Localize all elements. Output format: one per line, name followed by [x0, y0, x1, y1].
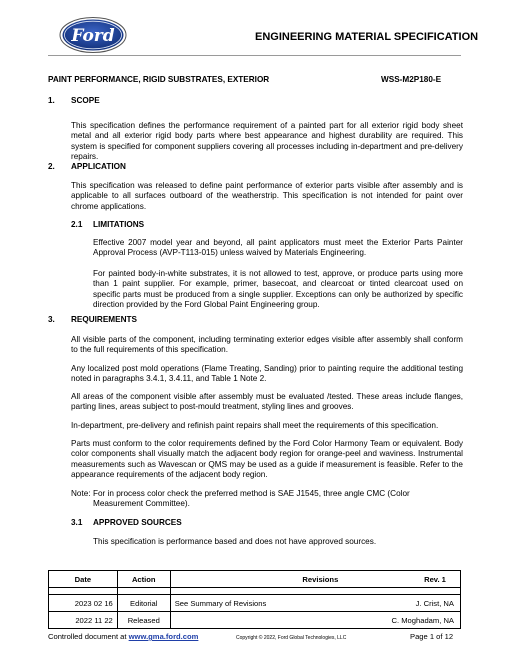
scope-text: This specification defines the performance requirement of a painted part for all exterior rigid body sheet metal and all exterior rigid body parts where best appearance and highest durability are required. This system is specified for component suppliers covering all processes including in-department and pre-delivery repairs.: [71, 121, 463, 162]
row-revision: See Summary of Revisions: [174, 598, 267, 608]
note-label: Note:: [71, 489, 91, 498]
column-header-revisions-cell: [170, 571, 460, 588]
column-header-date: Date: [49, 571, 118, 588]
limitations-paragraph-2: For painted body-in-white substrates, it is not allowed to test, approve, or produce parts using more than 1 paint supplier. For example, primer, basecoat, and clearcoat or tinted clearcoat used on specific parts must be produced from a single supplier. Exceptions can only be authorized by specific direction provided by the Ford Global Paint Engineering group.: [93, 269, 463, 310]
column-header-revisions: Revisions: [302, 574, 339, 584]
section-heading-requirements: REQUIREMENTS: [71, 315, 137, 324]
section-heading-scope: SCOPE: [71, 96, 100, 105]
section-number: 3.: [48, 315, 55, 324]
row-author: C. Moghadam, NA: [391, 615, 454, 625]
footer-controlled: [48, 632, 198, 641]
section-number: 1.: [48, 96, 55, 105]
document-title: PAINT PERFORMANCE, RIGID SUBSTRATES, EXTERIOR: [48, 75, 270, 84]
header-title: ENGINEERING MATERIAL SPECIFICATION: [255, 31, 479, 43]
requirements-paragraph-5: Parts must conform to the color requirements defined by the Ford Color Harmony Team or equivalent. Body color components shall visually match the adjacent body region for orange-peel and waviness. Instrumental measurements such as Wavescan or QMS may be used as a guide if measurement is feasible. Refer to the appearance requirements of the adjacent body region.: [71, 439, 463, 480]
row-date: 2022 11 22: [49, 612, 118, 629]
section-heading-application: APPLICATION: [71, 162, 126, 171]
approved-sources-text: This specification is performance based and does not have approved sources.: [93, 537, 377, 546]
subsection-heading-limitations: LIMITATIONS: [93, 220, 145, 229]
header-divider: [48, 55, 461, 56]
table-row: [49, 595, 461, 612]
row-author: J. Crist, NA: [415, 598, 454, 608]
requirements-paragraph-1: All visible parts of the component, including terminating exterior edges visible after assembly shall conform to the full requirements of this specification.: [71, 335, 463, 355]
table-row: [49, 612, 461, 629]
logo-text: Ford: [71, 26, 115, 46]
note-text: For in process color check the preferred method is SAE J1545, three angle CMC (Color Measurement Committee).: [93, 489, 410, 509]
row-action: Released: [117, 612, 170, 629]
document-number: WSS-M2P180-E: [381, 75, 442, 84]
row-action: Editorial: [117, 595, 170, 612]
requirements-paragraph-3: All areas of the component visible after assembly must be evaluated /tested. These areas include flanges, parting lines, areas subject to post-mould treatment, styling lines and grooves.: [71, 392, 463, 412]
subsection-number: 2.1: [71, 220, 83, 229]
section-number: 2.: [48, 162, 55, 171]
footer-page-number: Page 1 of 12: [410, 632, 454, 641]
limitations-paragraph-1: Effective 2007 model year and beyond, all paint applicators must meet the Exterior Parts Painter Approval Process (AVP-T113-015) unless waived by Materials Engineering.: [93, 238, 463, 258]
requirements-paragraph-2: Any localized post mold operations (Flame Treating, Sanding) prior to painting require the additional testing noted in paragraphs 3.4.1, 3.4.11, and Table 1 Note 2.: [71, 364, 463, 384]
application-text: This specification was released to define paint performance of exterior parts visible after assembly and is applicable to all surfaces outboard of the weatherstrip. This specification is not intended for paint over chrome applications.: [71, 181, 463, 211]
revision-table: [48, 570, 461, 629]
footer-link[interactable]: www.gma.ford.com: [128, 632, 199, 641]
column-header-action: Action: [117, 571, 170, 588]
row-date: 2023 02 16: [49, 595, 118, 612]
requirements-paragraph-4: In-department, pre-delivery and refinish paint repairs shall meet the requirements of this specification.: [71, 421, 439, 430]
footer-controlled-prefix: Controlled document at: [48, 632, 129, 641]
footer-copyright: Copyright © 2022, Ford Global Technologies, LLC: [236, 635, 347, 641]
column-header-rev: Rev. 1: [424, 574, 446, 584]
subsection-number: 3.1: [71, 518, 83, 527]
subsection-heading-approved-sources: APPROVED SOURCES: [93, 518, 182, 527]
ford-logo: [59, 16, 127, 54]
